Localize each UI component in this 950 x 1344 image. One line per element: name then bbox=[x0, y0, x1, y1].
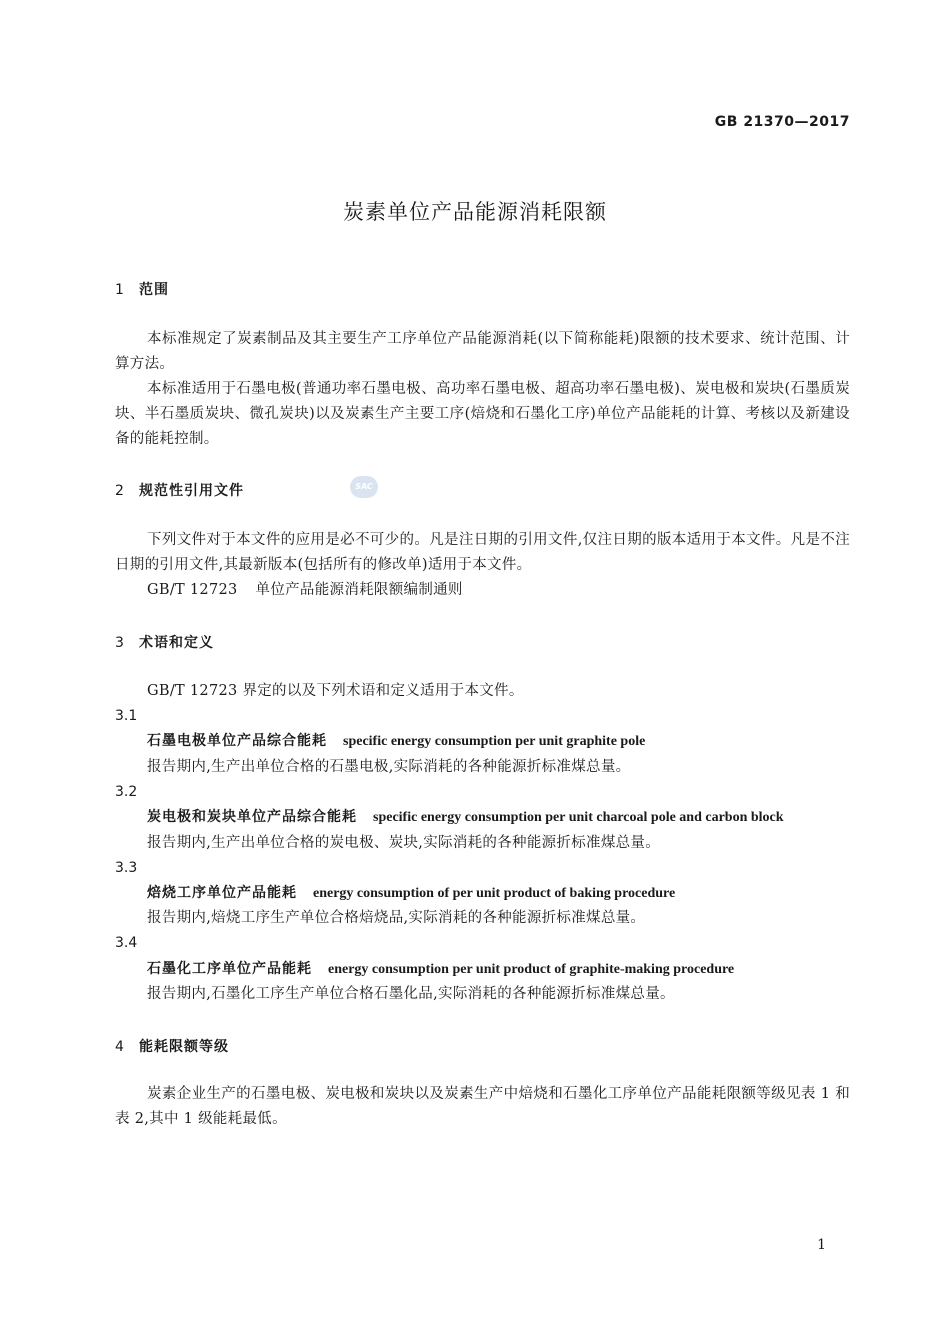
section-title: 术语和定义 bbox=[139, 635, 214, 651]
paragraph: 炭素企业生产的石墨电极、炭电极和炭块以及炭素生产中焙烧和石墨化工序单位产品能耗限额等级见表 1 和表 2,其中 1 级能耗最低。 bbox=[115, 1086, 850, 1127]
term-definition: 报告期内,生产出单位合格的石墨电极,实际消耗的各种能源折标准煤总量。 bbox=[147, 759, 631, 775]
section-heading-energy-limit-grades bbox=[115, 1036, 229, 1056]
section-title: 能耗限额等级 bbox=[139, 1039, 229, 1055]
section-title: 规范性引用文件 bbox=[139, 483, 244, 499]
page-number: 1 bbox=[817, 1237, 826, 1253]
reference-code: GB/T 12723 bbox=[147, 582, 238, 598]
paragraph: 本标准规定了炭素制品及其主要生产工序单位产品能源消耗(以下简称能耗)限额的技术要求、统计范围、计算方法。 bbox=[115, 331, 850, 372]
term-en: energy consumption of per unit product of baking procedure bbox=[313, 886, 676, 901]
section-heading-normative-references bbox=[115, 480, 244, 500]
term-heading bbox=[147, 957, 734, 982]
term-en: specific energy consumption per unit charcoal pole and carbon block bbox=[373, 810, 784, 825]
reference-entry bbox=[147, 578, 463, 603]
term-definition: 报告期内,石墨化工序生产单位合格石墨化品,实际消耗的各种能源折标准煤总量。 bbox=[147, 986, 675, 1002]
term-heading bbox=[147, 881, 675, 906]
section-number: 4 bbox=[115, 1039, 125, 1055]
section-title: 范围 bbox=[139, 282, 169, 298]
term-zh: 焙烧工序单位产品能耗 bbox=[147, 885, 297, 901]
section-heading-terms bbox=[115, 632, 214, 652]
standard-code: GB 21370—2017 bbox=[714, 114, 850, 130]
term-number: 3.1 bbox=[115, 708, 138, 724]
term-zh: 炭电极和炭块单位产品综合能耗 bbox=[147, 809, 357, 825]
term-zh: 石墨化工序单位产品能耗 bbox=[147, 961, 312, 977]
section-number: 3 bbox=[115, 635, 125, 651]
paragraph: 本标准适用于石墨电极(普通功率石墨电极、高功率石墨电极、超高功率石墨电极)、炭电极和炭块(石墨质炭块、半石墨质炭块、微孔炭块)以及炭素生产主要工序(焙烧和石墨化工序)单位产品能耗的计算、考核以及新建设备的能耗控制。 bbox=[115, 381, 850, 447]
terms-intro: GB/T 12723 界定的以及下列术语和定义适用于本文件。 bbox=[147, 683, 524, 699]
term-heading bbox=[147, 805, 784, 830]
term-number: 3.3 bbox=[115, 860, 138, 876]
term-zh: 石墨电极单位产品综合能耗 bbox=[147, 733, 327, 749]
sac-watermark-logo: SAC bbox=[350, 476, 378, 498]
section-number: 1 bbox=[115, 282, 125, 298]
document-title: 炭素单位产品能源消耗限额 bbox=[343, 200, 607, 224]
section-heading-scope bbox=[115, 279, 169, 299]
term-heading bbox=[147, 729, 645, 754]
term-definition: 报告期内,焙烧工序生产单位合格焙烧品,实际消耗的各种能源折标准煤总量。 bbox=[147, 910, 646, 926]
term-en: specific energy consumption per unit graphite pole bbox=[343, 734, 646, 749]
term-number: 3.4 bbox=[115, 935, 138, 951]
reference-title: 单位产品能源消耗限额编制通则 bbox=[255, 582, 463, 598]
section-number: 2 bbox=[115, 483, 125, 499]
term-number: 3.2 bbox=[115, 784, 138, 800]
term-en: energy consumption per unit product of graphite-making procedure bbox=[328, 962, 735, 977]
paragraph: 下列文件对于本文件的应用是必不可少的。凡是注日期的引用文件,仅注日期的版本适用于本文件。凡是不注日期的引用文件,其最新版本(包括所有的修改单)适用于本文件。 bbox=[115, 532, 850, 573]
term-definition: 报告期内,生产出单位合格的炭电极、炭块,实际消耗的各种能源折标准煤总量。 bbox=[147, 835, 661, 851]
